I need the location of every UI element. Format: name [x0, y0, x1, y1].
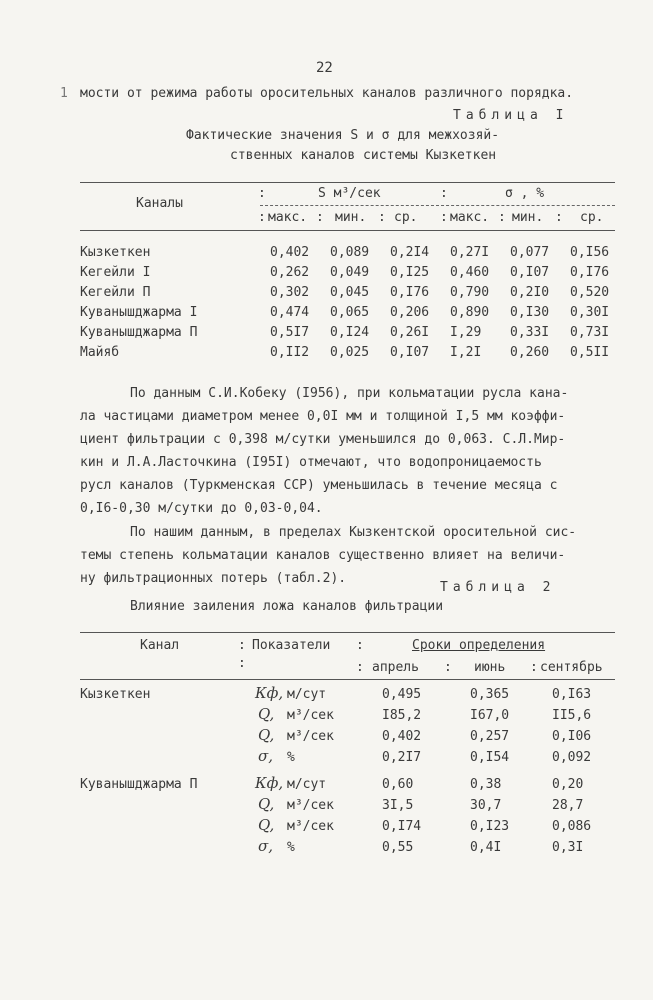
table2-september: 28,7 [552, 798, 584, 813]
table2-col-terms: Сроки определения [412, 638, 546, 653]
table1-s-max: 0,302 [270, 285, 310, 300]
table1-s-max: 0,262 [270, 265, 310, 280]
table1-channel-name: Кегейли П [80, 285, 151, 300]
table1-g-min: 0,077 [510, 245, 550, 260]
table1-colon: : [440, 210, 448, 225]
table2-symbol: Q, [258, 726, 275, 744]
table2-june: 0,4I [470, 840, 502, 855]
table1-s-min: 0,045 [330, 285, 370, 300]
table1-g-max: 0,460 [450, 265, 490, 280]
table2-header-rule [80, 679, 615, 680]
table1-s-avg: 0,I76 [390, 285, 430, 300]
table2-symbol: Кф, [255, 684, 284, 702]
table1-colon: : [555, 210, 563, 225]
table1-g-avg: 0,520 [570, 285, 610, 300]
table1-s-min: 0,065 [330, 305, 370, 320]
table2-sub-june: июнь [474, 660, 506, 675]
table1-g-max: 0,790 [450, 285, 490, 300]
table1-g-min: 0,I30 [510, 305, 550, 320]
table1-s-avg: 0,206 [390, 305, 430, 320]
table2-april: 0,55 [382, 840, 414, 855]
table2-april: 0,402 [382, 729, 422, 744]
table2-symbol: Q, [258, 795, 275, 813]
table1-sub-avg-g: ср. [580, 210, 604, 225]
table1-channel-name: Кегейли I [80, 265, 151, 280]
table2-unit: м³/сек [287, 819, 334, 834]
table1-channel-name: Майяб [80, 345, 120, 360]
table2-june: 0,I23 [470, 819, 510, 834]
table2-june: 0,38 [470, 777, 502, 792]
table1-colon: : [316, 210, 324, 225]
page-number: 22 [316, 60, 333, 76]
table2-colon: : [530, 660, 538, 675]
table2-june: I67,0 [470, 708, 510, 723]
table2-september: 0,20 [552, 777, 584, 792]
table1-g-max: 0,890 [450, 305, 490, 320]
table1-group-sigma: σ , % [505, 186, 545, 201]
table2-symbol: Кф, [255, 774, 284, 792]
table2-unit: % [287, 750, 295, 765]
table1-colon: : [258, 210, 266, 225]
table2-unit: м³/сек [287, 708, 334, 723]
table2-col-indicators: Показатели [252, 638, 331, 653]
table1-g-avg: 0,I56 [570, 245, 610, 260]
table2-symbol: Q, [258, 816, 275, 834]
table2-unit: м/сут [287, 777, 327, 792]
table2-channel-name: Куванышджарма П [80, 777, 198, 792]
table2-april: 0,495 [382, 687, 422, 702]
table1-sub-min-g: мин. [512, 210, 544, 225]
paragraph-line: темы степень кольматации каналов существенно влияет на величи- [80, 548, 566, 563]
table2-september: 0,I63 [552, 687, 592, 702]
table1-sub-max-s: макс. [268, 210, 308, 225]
table1-s-max: 0,II2 [270, 345, 310, 360]
table1-s-min: 0,049 [330, 265, 370, 280]
table1-s-min: 0,I24 [330, 325, 370, 340]
table2-june: 0,365 [470, 687, 510, 702]
table2-colon: : [356, 638, 364, 653]
table1-caption-line2: ственных каналов системы Кызкеткен [230, 148, 497, 163]
table1-colon: : [498, 210, 506, 225]
table2-colon: : [356, 660, 364, 675]
table2-april: 0,60 [382, 777, 414, 792]
table2-unit: % [287, 840, 295, 855]
table1-s-avg: 0,2I4 [390, 245, 430, 260]
table1-colon: : [378, 210, 386, 225]
table1-s-avg: 0,26I [390, 325, 430, 340]
table1-g-max: 0,27I [450, 245, 490, 260]
table1-label: Таблица I [453, 108, 569, 123]
table1-s-min: 0,025 [330, 345, 370, 360]
paragraph-line: русл каналов (Туркменская ССР) уменьшилась в течение месяца с [80, 478, 558, 493]
table1-g-max: I,29 [450, 325, 482, 340]
table1-g-min: 0,I07 [510, 265, 550, 280]
table2-col-channel: Канал [140, 638, 180, 653]
paragraph-line: ну фильтрационных потерь (табл.2). [80, 571, 347, 586]
table1-header-rule [80, 230, 615, 231]
table2-april: 0,I74 [382, 819, 422, 834]
table2-symbol: Q, [258, 705, 275, 723]
table1-sub-rule [260, 205, 615, 206]
paragraph-line: 0,I6-0,30 м/сутки до 0,03-0,04. [80, 501, 323, 516]
table1-channel-name: Кызкеткен [80, 245, 151, 260]
table2-unit: м³/сек [287, 729, 334, 744]
table2-symbol: σ, [258, 747, 274, 765]
table1-g-max: I,2I [450, 345, 482, 360]
paragraph-line: кин и Л.А.Ласточкина (I95I) отмечают, что водопроницаемость [80, 455, 542, 470]
table1-g-min: 0,260 [510, 345, 550, 360]
table2-caption: Влияние заиления ложа каналов фильтрации [130, 599, 444, 614]
table1-group-s: S м³/сек [318, 186, 381, 201]
table2-unit: м³/сек [287, 798, 334, 813]
table1-s-max: 0,5I7 [270, 325, 310, 340]
table2-top-rule [80, 632, 615, 633]
table1-colon: : [440, 186, 448, 201]
paragraph-line: По нашим данным, в пределах Кызкентской оросительной сис- [130, 525, 577, 540]
table2-september: II5,6 [552, 708, 592, 723]
table1-col-channels: Каналы [136, 196, 183, 211]
paragraph-line: циент фильтрации с 0,398 м/сутки уменьшился до 0,063. С.Л.Мир- [80, 432, 566, 447]
table2-april: 3I,5 [382, 798, 414, 813]
table2-symbol: σ, [258, 837, 274, 855]
table2-unit: м/сут [287, 687, 327, 702]
table2-june: 0,I54 [470, 750, 510, 765]
table2-colon: : [238, 638, 246, 653]
paragraph-line: По данным С.И.Кобеку (I956), при кольматации русла кана- [130, 386, 569, 401]
table2-september: 0,086 [552, 819, 592, 834]
table2-april: 0,2I7 [382, 750, 422, 765]
table1-sub-max-g: макс. [450, 210, 490, 225]
table1-channel-name: Куванышджарма П [80, 325, 198, 340]
table2-april: I85,2 [382, 708, 422, 723]
table1-s-avg: 0,I07 [390, 345, 430, 360]
intro-line: мости от режима работы оросительных каналов различного порядка. [80, 86, 574, 101]
table1-g-avg: 0,73I [570, 325, 610, 340]
table2-colon: : [444, 660, 452, 675]
table2-september: 0,092 [552, 750, 592, 765]
table1-colon: : [258, 186, 266, 201]
table1-sub-avg-s: ср. [394, 210, 418, 225]
table2-june: 0,257 [470, 729, 510, 744]
table1-s-min: 0,089 [330, 245, 370, 260]
table2-september: 0,3I [552, 840, 584, 855]
table2-june: 30,7 [470, 798, 502, 813]
margin-mark: 1 [60, 86, 68, 101]
table2-colon: : [238, 656, 246, 671]
table2-label: Таблица 2 [440, 580, 556, 595]
table1-channel-name: Куванышджарма I [80, 305, 198, 320]
table2-channel-name: Кызкеткен [80, 687, 151, 702]
table1-s-max: 0,402 [270, 245, 310, 260]
table2-sub-april: апрель [372, 660, 419, 675]
paragraph-line: ла частицами диаметром менее 0,0I мм и толщиной I,5 мм коэффи- [80, 409, 566, 424]
table1-g-min: 0,2I0 [510, 285, 550, 300]
table1-s-avg: 0,I25 [390, 265, 430, 280]
table1-g-avg: 0,30I [570, 305, 610, 320]
table1-top-rule [80, 182, 615, 183]
table1-g-min: 0,33I [510, 325, 550, 340]
table1-caption-line1: Фактические значения S и σ для межхозяй- [186, 128, 500, 143]
table2-sub-september: сентябрь [540, 660, 603, 675]
table1-g-avg: 0,I76 [570, 265, 610, 280]
table1-g-avg: 0,5II [570, 345, 610, 360]
table1-sub-min-s: мин. [335, 210, 367, 225]
table2-september: 0,I06 [552, 729, 592, 744]
table1-s-max: 0,474 [270, 305, 310, 320]
